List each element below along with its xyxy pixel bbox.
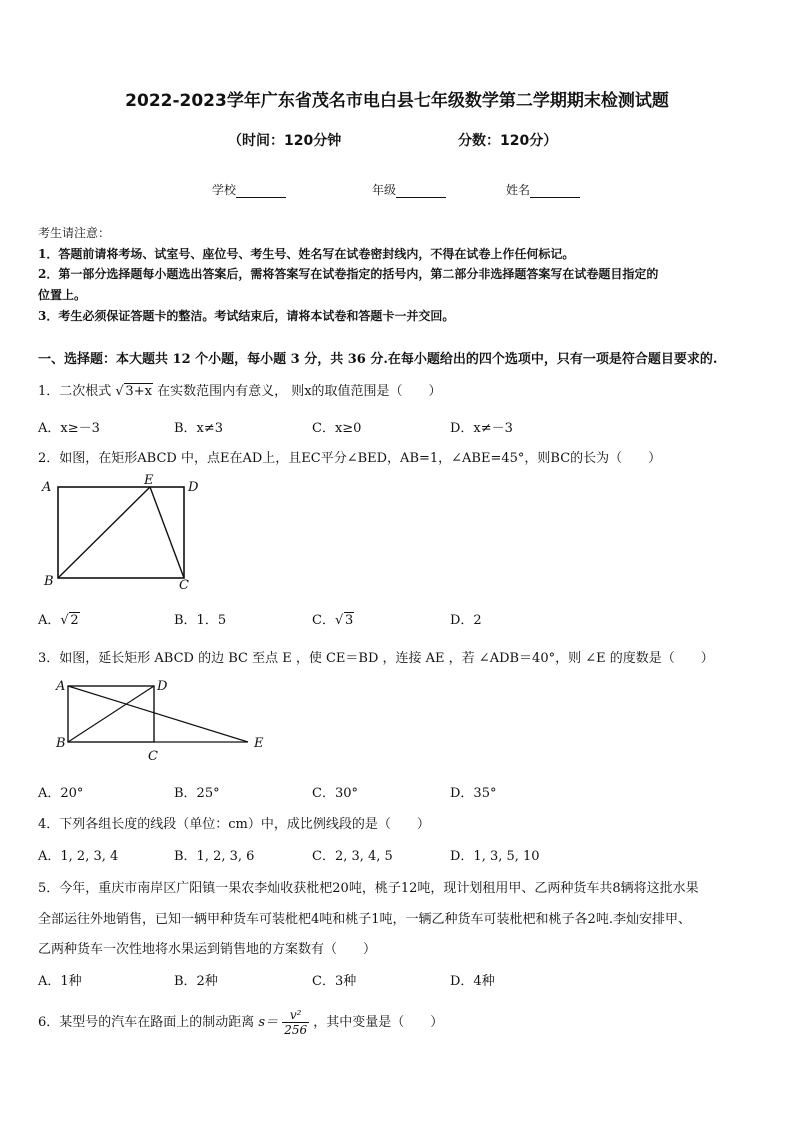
fraction-expression bbox=[282, 1008, 309, 1037]
name-blank[interactable] bbox=[530, 185, 580, 198]
q5-option-a[interactable]: A．1种 bbox=[38, 974, 82, 989]
page-title: 2022-2023学年广东省茂名市电白县七年级数学第二学期期末检测试题 bbox=[125, 91, 669, 111]
school-field[interactable] bbox=[212, 181, 286, 198]
segment-be bbox=[58, 487, 150, 578]
q5-option-b[interactable]: B．2种 bbox=[174, 974, 218, 989]
q2-option-b[interactable]: B．1．5 bbox=[174, 613, 227, 628]
q6-formula-lhs: s＝ bbox=[258, 1015, 279, 1030]
q1-option-c[interactable]: C．x≥0 bbox=[312, 421, 362, 436]
label-c: C bbox=[179, 578, 189, 593]
q6-numerator: v² bbox=[282, 1008, 309, 1023]
label-e: E bbox=[144, 473, 154, 488]
name-label: 姓名 bbox=[506, 183, 531, 197]
sqrt-expression: √ 3+x bbox=[115, 384, 152, 399]
score-label: 分数：120分） bbox=[458, 133, 558, 149]
q4-option-d[interactable]: D．1, 3, 5, 10 bbox=[450, 849, 540, 864]
label-a: A bbox=[56, 679, 66, 694]
q4-option-c[interactable]: C．2, 3, 4, 5 bbox=[312, 849, 393, 864]
notice-item-2-cont: 位置上。 bbox=[38, 288, 87, 302]
segment-bd bbox=[68, 686, 154, 742]
q5-option-d[interactable]: D．4种 bbox=[450, 974, 495, 989]
q2-radicand-c: 3 bbox=[344, 613, 354, 628]
q1-prefix: 1．二次根式 bbox=[38, 384, 112, 399]
question-3: 3．如图，延长矩形 ABCD 的边 BC 至点 E ，使 CE＝BD ，连接 AE ，若 ∠ADB＝40°，则 ∠E 的度数是（ ） bbox=[38, 651, 714, 666]
sqrt-expression: √ 2 bbox=[60, 613, 79, 628]
q1-radicand: 3+x bbox=[125, 384, 152, 399]
sqrt-expression: √ 3 bbox=[334, 613, 354, 628]
q1-option-b[interactable]: B．x≠3 bbox=[174, 421, 224, 436]
q1-option-d[interactable]: D．x≠－3 bbox=[450, 421, 513, 436]
q6-suffix: ，其中变量是（ ） bbox=[313, 1015, 444, 1030]
q6-denominator: 256 bbox=[284, 1023, 308, 1037]
q6-prefix: 6．某型号的汽车在路面上的制动距离 bbox=[38, 1015, 255, 1030]
q1-suffix: 在实数范围内有意义， 则x的取值范围是（ ） bbox=[157, 384, 442, 399]
q3-option-a[interactable]: A．20° bbox=[38, 786, 84, 801]
grade-field[interactable] bbox=[372, 181, 446, 198]
grade-label: 年级 bbox=[372, 183, 397, 197]
label-b: B bbox=[44, 574, 54, 589]
q4-option-b[interactable]: B．1, 2, 3, 6 bbox=[174, 849, 255, 864]
question-4: 4．下列各组长度的线段（单位：cm）中，成比例线段的是（ ） bbox=[38, 817, 430, 832]
q3-option-b[interactable]: B．25° bbox=[174, 786, 220, 801]
school-label: 学校 bbox=[212, 183, 237, 197]
notice-item-2: 2．第一部分选择题每小题选出答案后，需将答案写在试卷指定的括号内，第二部分非选择题答案写在试卷题目指定的 bbox=[38, 267, 659, 281]
question-2: 2．如图，在矩形ABCD 中，点E在AD上，且EC平分∠BED，AB=1，∠ABE=45°，则BC的长为（ ） bbox=[38, 451, 662, 466]
q4-option-a[interactable]: A．1, 2, 3, 4 bbox=[38, 849, 119, 864]
label-d: D bbox=[188, 480, 199, 495]
q3-option-d[interactable]: D．35° bbox=[450, 786, 497, 801]
school-blank[interactable] bbox=[236, 185, 286, 198]
label-e: E bbox=[254, 736, 264, 751]
q2-radicand-a: 2 bbox=[70, 613, 79, 628]
q1-option-a[interactable]: A．x≥－3 bbox=[38, 421, 100, 436]
time-label: （时间：120分钟 bbox=[228, 133, 342, 149]
notice-item-1: 1．答题前请将考场、试室号、座位号、考生号、姓名写在试卷密封线内，不得在试卷上作任何标记。 bbox=[38, 247, 575, 261]
q3-option-c[interactable]: C．30° bbox=[312, 786, 358, 801]
grade-blank[interactable] bbox=[396, 185, 446, 198]
segment-ae bbox=[68, 686, 248, 742]
label-c: C bbox=[148, 749, 158, 764]
question-5-line-3: 乙两种货车一次性地将水果运到销售地的方案数有（ ） bbox=[38, 942, 377, 957]
notice-heading: 考生请注意： bbox=[38, 226, 111, 240]
q2-option-d[interactable]: D．2 bbox=[450, 613, 482, 628]
question-6 bbox=[38, 1008, 443, 1037]
rectangle-figure-q2 bbox=[36, 473, 199, 593]
rectangle-figure-q3 bbox=[50, 674, 280, 766]
label-b: B bbox=[56, 736, 66, 751]
segment-ec bbox=[150, 487, 184, 578]
q2-option-c[interactable] bbox=[312, 609, 354, 628]
question-1 bbox=[38, 380, 442, 399]
section-heading: 一、选择题：本大题共 12 个小题，每小题 3 分，共 36 分.在每小题给出的四个选项中，只有一项是符合题目要求的. bbox=[38, 352, 718, 367]
question-5-line-2: 全部运往外地销售，已知一辆甲种货车可装枇杷4吨和桃子1吨，一辆乙种货车可装枇杷和桃子各2吨.李灿安排甲、 bbox=[38, 912, 691, 927]
notice-item-3: 3．考生必须保证答题卡的整洁。考试结束后，请将本试卷和答题卡一并交回。 bbox=[38, 309, 455, 323]
label-a: A bbox=[42, 480, 52, 495]
q2-option-a-label: A． bbox=[38, 613, 61, 628]
q2-option-c-label: C． bbox=[312, 613, 335, 628]
rectangle-abcd bbox=[58, 487, 184, 578]
question-5-line-1: 5．今年，重庆市南岸区广阳镇一果农李灿收获枇杷20吨，桃子12吨，现计划租用甲、乙两种货车共8辆将这批水果 bbox=[38, 881, 699, 896]
q5-option-c[interactable]: C．3种 bbox=[312, 974, 357, 989]
q2-option-a[interactable] bbox=[38, 609, 80, 628]
label-d: D bbox=[157, 679, 168, 694]
name-field[interactable] bbox=[506, 181, 580, 198]
